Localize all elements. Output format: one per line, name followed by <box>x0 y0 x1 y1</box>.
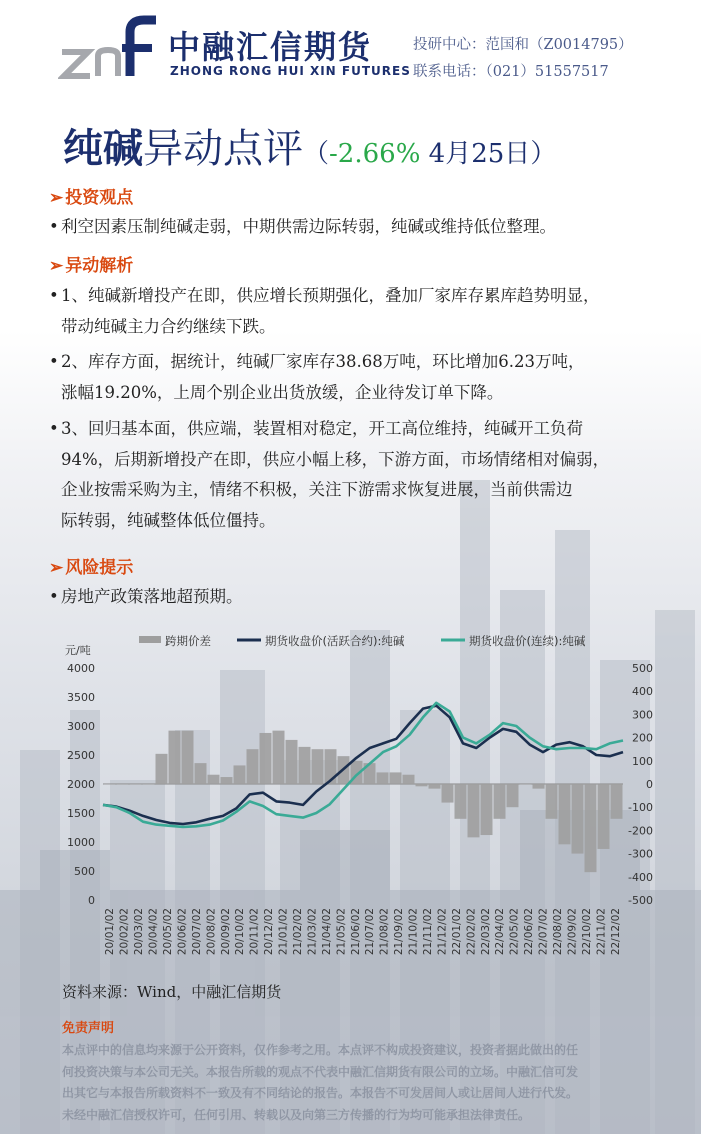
x-axis-tick-label: 20/06/02 <box>176 908 189 956</box>
title-date: 4月25日 <box>420 139 531 169</box>
x-axis-tick-label: 22/06/02 <box>523 908 536 956</box>
bullet-icon: • <box>49 587 59 606</box>
spread-bar <box>455 784 467 819</box>
x-axis-tick-label: 20/02/02 <box>118 908 131 956</box>
disclaimer-title: 免责声明 <box>62 1021 115 1036</box>
left-axis-tick-label: 0 <box>88 894 95 907</box>
x-axis-tick-label: 21/06/02 <box>349 908 362 956</box>
x-axis-tick-label: 22/08/02 <box>552 908 564 956</box>
left-axis-tick-label: 500 <box>74 865 95 878</box>
x-axis-tick-label: 22/12/02 <box>609 908 622 956</box>
title-product: 纯碱 <box>63 125 143 172</box>
phone-contact: 联系电话：（021）51557517 <box>413 64 609 80</box>
arrow-icon: ➢ <box>49 188 64 208</box>
spread-bar <box>260 733 272 784</box>
legend-label-active: 期货收盘价(活跃合约):纯碱 <box>265 634 405 648</box>
research-contact: 投研中心：范国和（Z0014795） <box>413 37 633 53</box>
right-axis-tick-label: -200 <box>628 824 653 838</box>
spread-bar <box>468 784 480 837</box>
spread-bar <box>169 731 181 784</box>
right-axis-tick-label: 300 <box>632 708 653 722</box>
left-axis-tick-label: 3000 <box>67 720 95 733</box>
x-axis-tick-label: 20/10/02 <box>234 908 247 956</box>
spread-bar <box>481 784 493 835</box>
spread-bar <box>598 784 610 849</box>
legend-swatch-spread <box>139 636 161 643</box>
x-axis-tick-label: 20/09/02 <box>219 908 232 956</box>
analysis-item-2: • 2、库存方面，据统计，纯碱厂家库存38.68万吨，环比增加6.23万吨， 涨幅19.20%，上周个别企业出货放缓，企业待发订单下降。 <box>49 347 679 408</box>
x-axis-tick-label: 22/11/02 <box>595 908 608 956</box>
active-contract-price-line <box>103 706 623 824</box>
legend-label-continuous: 期货收盘价(连续):纯碱 <box>469 634 586 648</box>
spread-bar <box>221 777 233 784</box>
x-axis-tick-label: 22/07/02 <box>537 908 550 956</box>
data-source: 资料来源：Wind，中融汇信期货 <box>62 983 282 1001</box>
left-axis-tick-label: 2000 <box>67 778 95 791</box>
spread-bar <box>286 740 298 784</box>
x-axis-tick-label: 20/12/02 <box>263 908 276 956</box>
left-axis-tick-label: 2500 <box>67 749 95 762</box>
spread-bar <box>572 784 584 854</box>
x-axis-tick-label: 22/10/02 <box>580 908 593 956</box>
legend-label-spread: 跨期价差 <box>165 634 211 648</box>
section-heading-analysis: ➢ 异动解析 <box>49 256 134 276</box>
spread-bar <box>143 784 155 785</box>
x-axis-tick-label: 21/11/02 <box>422 908 434 956</box>
disclaimer-text: 本点评中的信息均来源于公开资料，仅作参考之用。本点评不构成投资建议，投资者据此做出的任 何投资决策与本公司无关。本报告所载的观点不代表中融汇信期货有限公司的立场。中融汇信可发 出其它与本报告所载资料不一致及有不同结论的报告。本报告不可发居间人或让居间人进行代发。 未经中融汇信授权许可，任何引用、转载以及向第三方传播的行为均可能承担法律责任。 <box>62 1043 579 1122</box>
right-axis-tick-label: 0 <box>646 778 653 791</box>
x-axis-tick-label: 22/03/02 <box>479 908 492 956</box>
title-change-pct: -2.66% <box>329 139 421 169</box>
section-heading-risk: ➢ 风险提示 <box>49 558 134 578</box>
x-axis-tick-label: 21/10/02 <box>407 908 420 956</box>
spread-bar <box>390 772 402 784</box>
left-axis-tick-label: 4000 <box>67 662 95 675</box>
right-axis-tick-label: -400 <box>628 870 653 884</box>
view-paragraph: • 利空因素压制纯碱走弱，中期供需边际转弱，纯碱或维持低位整理。 <box>49 212 679 243</box>
spread-bar <box>494 784 506 819</box>
spread-bar <box>533 784 545 789</box>
spread-bar <box>247 749 259 784</box>
spread-bar <box>312 749 324 784</box>
spread-bar <box>117 784 129 785</box>
right-axis-tick-label: 500 <box>632 662 653 675</box>
x-axis-tick-label: 22/02/02 <box>465 908 478 956</box>
x-axis-tick-label: 20/01/02 <box>104 908 117 956</box>
risk-paragraph: • 房地产政策落地超预期。 <box>49 582 679 613</box>
title-type: 异动点评 <box>143 126 303 172</box>
spread-bar <box>416 784 428 786</box>
logo-english-name: ZHONG RONG HUI XIN FUTURES <box>170 64 411 78</box>
title-paren-open: （ <box>303 139 330 169</box>
x-axis-tick-label: 21/05/02 <box>335 908 348 956</box>
x-axis-tick-label: 20/04/02 <box>147 908 160 956</box>
spread-bar <box>208 775 220 784</box>
right-axis-tick-label: 200 <box>632 731 653 745</box>
spread-bar <box>130 784 142 785</box>
x-axis-tick-label: 21/02/02 <box>292 908 304 956</box>
spread-bar <box>234 765 246 784</box>
spread-bar <box>299 747 311 784</box>
arrow-icon: ➢ <box>49 558 64 578</box>
company-logo-icon <box>58 14 158 84</box>
x-axis-tick-label: 20/03/02 <box>133 908 146 956</box>
title-paren-close: ） <box>530 139 557 169</box>
x-axis-tick-label: 20/07/02 <box>190 908 203 956</box>
bullet-icon: • <box>49 217 59 236</box>
right-axis-tick-label: -100 <box>628 801 653 815</box>
x-axis-tick-label: 21/12/02 <box>436 908 449 956</box>
spread-bar <box>182 731 194 784</box>
left-axis-tick-label: 1000 <box>67 836 95 849</box>
right-axis-tick-label: -300 <box>628 847 653 861</box>
x-axis-tick-label: 20/05/02 <box>162 908 174 956</box>
spread-bar <box>585 784 597 872</box>
x-axis-tick-label: 20/08/02 <box>205 908 218 956</box>
spread-bar <box>611 784 623 819</box>
x-axis-tick-label: 21/07/02 <box>364 908 377 956</box>
logo-chinese-name: 中融汇信期货 <box>168 28 373 66</box>
right-axis-tick-label: 100 <box>632 754 653 768</box>
spread-bar <box>559 784 571 844</box>
bullet-icon: • <box>49 352 59 371</box>
spread-bar <box>546 784 558 819</box>
bullet-icon: • <box>49 286 59 305</box>
arrow-icon: ➢ <box>49 256 64 276</box>
x-axis-tick-label: 22/05/02 <box>508 908 521 956</box>
spread-bar <box>377 772 389 784</box>
x-axis-tick-label: 22/04/02 <box>494 908 507 956</box>
continuous-contract-price-line <box>103 703 623 827</box>
section-heading-view: ➢ 投资观点 <box>49 188 134 208</box>
price-lines <box>103 703 623 827</box>
x-axis-tick-label: 21/04/02 <box>320 908 333 956</box>
soda-ash-price-chart <box>55 624 665 969</box>
spread-bar <box>442 784 454 803</box>
spread-bar <box>156 754 168 784</box>
spread-bar <box>195 763 207 784</box>
bullet-icon: • <box>49 419 59 438</box>
right-axis-tick-label: -500 <box>628 894 653 907</box>
left-axis-unit: 元/吨 <box>65 644 91 657</box>
x-axis-tick-label: 22/01/02 <box>450 908 463 956</box>
analysis-item-3: • 3、回归基本面，供应端，装置相对稳定，开工高位维持，纯碱开工负荷 94%，后期新增投产在即，供应小幅上移，下游方面，市场情绪相对偏弱， 企业按需采购为主，情绪不积极，关注下游需求恢复进展，当前供需边 际转弱，纯碱整体低位僵持。 <box>49 414 679 536</box>
spread-bar <box>273 731 285 784</box>
spread-bar <box>507 784 519 807</box>
spread-bar <box>104 784 116 785</box>
right-axis-tick-label: 400 <box>632 685 653 699</box>
x-axis-tick-label: 21/09/02 <box>393 908 406 956</box>
spread-bar <box>520 784 532 785</box>
x-axis-tick-label: 20/11/02 <box>248 908 261 956</box>
x-axis-tick-label: 22/09/02 <box>566 908 579 956</box>
left-axis-tick-label: 3500 <box>67 691 95 704</box>
analysis-item-1: • 1、纯碱新增投产在即，供应增长预期强化，叠加厂家库存累库趋势明显， 带动纯碱主力合约继续下跌。 <box>49 281 679 342</box>
x-axis-tick-label: 21/08/02 <box>378 908 391 956</box>
chart-legend <box>139 634 586 648</box>
report-header <box>0 0 701 110</box>
left-axis-tick-label: 1500 <box>67 807 95 820</box>
spread-bar <box>429 784 441 789</box>
page-title <box>63 117 557 172</box>
x-axis-tick-label: 21/01/02 <box>277 908 290 956</box>
x-axis-tick-label: 21/03/02 <box>306 908 319 956</box>
spread-bar <box>403 775 415 784</box>
